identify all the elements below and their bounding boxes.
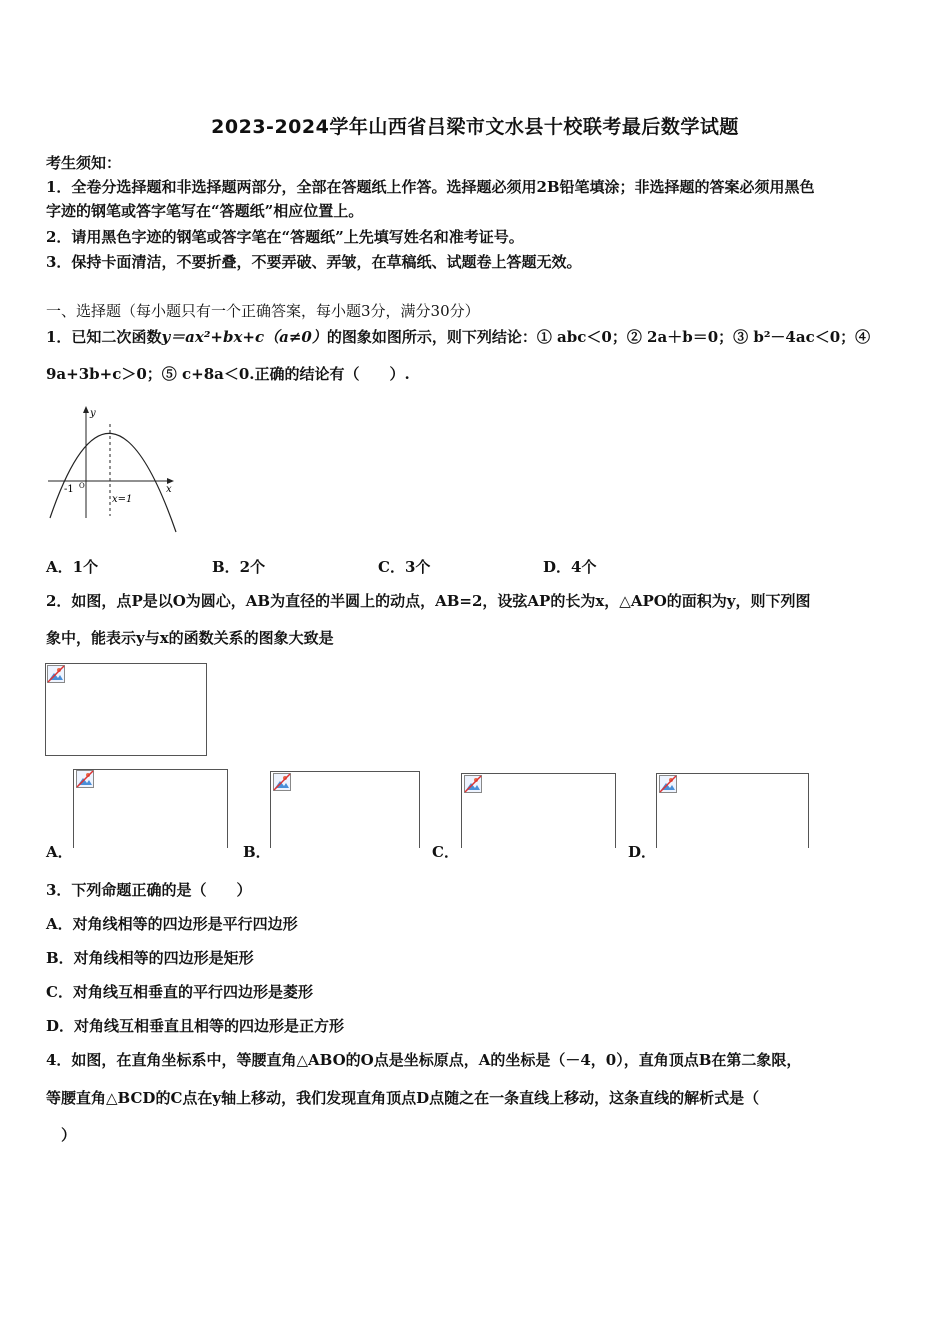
q1-line-1 — [46, 326, 870, 348]
q2-option-a-graph — [73, 769, 228, 848]
q3-option-c: C．对角线互相垂直的平行四边形是菱形 — [46, 983, 313, 1001]
notice-item-1-line-2: 字迹的钢笔或答字笔写在“答题纸”相应位置上。 — [46, 202, 364, 220]
q1-label-x: x — [166, 484, 172, 495]
q4-line-3: ） — [46, 1126, 77, 1144]
q2-option-b: B． — [243, 843, 271, 861]
q2-line-1: 2．如图，点P是以O为圆心，AB为直径的半圆上的动点，AB=2，设弦AP的长为x，△APO的面积为y，则下列图 — [46, 592, 811, 610]
q1-label-y: y — [90, 408, 96, 419]
q2-option-c: C． — [432, 843, 459, 861]
q3-option-d: D．对角线互相垂直且相等的四边形是正方形 — [46, 1017, 345, 1035]
q1-option-c: C．3个 — [378, 558, 431, 576]
q2-figure — [45, 663, 207, 756]
q1-label-neg1: -1 — [64, 484, 74, 495]
section-heading: 一、选择题（每小题只有一个正确答案，每小题3分，满分30分） — [46, 302, 480, 320]
broken-image-icon — [76, 770, 94, 788]
q2-option-b-graph — [270, 771, 420, 848]
q1-option-a: A．1个 — [46, 558, 99, 576]
q3-option-a: A．对角线相等的四边形是平行四边形 — [46, 915, 298, 933]
q3-option-b: B．对角线相等的四边形是矩形 — [46, 949, 254, 967]
q2-line-2: 象中，能表示y与x的函数关系的图象大致是 — [46, 629, 334, 647]
notice-item-3: 3．保持卡面清洁，不要折叠，不要弄破、弄皱，在草稿纸、试题卷上答题无效。 — [46, 253, 582, 271]
notice-item-1-line-1: 1．全卷分选择题和非选择题两部分，全部在答题纸上作答。选择题必须用2B铅笔填涂；非选择题的答案必须用黑色 — [46, 178, 815, 196]
q1-line-1-suffix: 的图象如图所示，则下列结论：① abc＜0；② 2a＋b＝0；③ b²－4ac＜0；④ — [326, 328, 871, 346]
q4-line-1: 4．如图，在直角坐标系中，等腰直角△ABO的O点是坐标原点，A的坐标是（－4，0），直角顶点B在第二象限， — [46, 1051, 802, 1069]
page-title: 2023-2024学年山西省吕梁市文水县十校联考最后数学试题 — [211, 116, 739, 138]
q4-line-2: 等腰直角△BCD的C点在y轴上移动，我们发现直角顶点D点随之在一条直线上移动，这条直线的解析式是（ — [46, 1089, 760, 1107]
q1-label-origin: O — [79, 482, 85, 490]
broken-image-icon — [273, 773, 291, 791]
broken-image-icon — [47, 665, 65, 683]
q1-parabola-curve — [50, 433, 176, 532]
broken-image-icon — [659, 775, 677, 793]
q1-option-b: B．2个 — [212, 558, 266, 576]
q1-label-axis: x=1 — [112, 494, 133, 505]
broken-image-icon — [464, 775, 482, 793]
q2-option-d-graph — [656, 773, 809, 848]
q1-function: y＝ax²+bx+c（a≠0） — [161, 328, 327, 346]
q2-option-c-graph — [461, 773, 616, 848]
q1-parabola-graph — [44, 404, 180, 536]
q1-line-1-prefix: 1．已知二次函数 — [46, 328, 162, 346]
q3-stem: 3．下列命题正确的是（ ） — [46, 881, 252, 899]
notice-item-2: 2．请用黑色字迹的钢笔或答字笔在“答题纸”上先填写姓名和准考证号。 — [46, 228, 524, 246]
q2-option-d: D． — [628, 843, 657, 861]
q2-option-a: A． — [46, 843, 73, 861]
q1-y-arrow-icon — [83, 406, 89, 413]
q1-option-d: D．4个 — [543, 558, 597, 576]
q1-line-2: 9a+3b+c＞0；⑤ c+8a＜0.正确的结论有（ ）. — [46, 365, 410, 383]
notice-heading: 考生须知： — [46, 154, 122, 172]
